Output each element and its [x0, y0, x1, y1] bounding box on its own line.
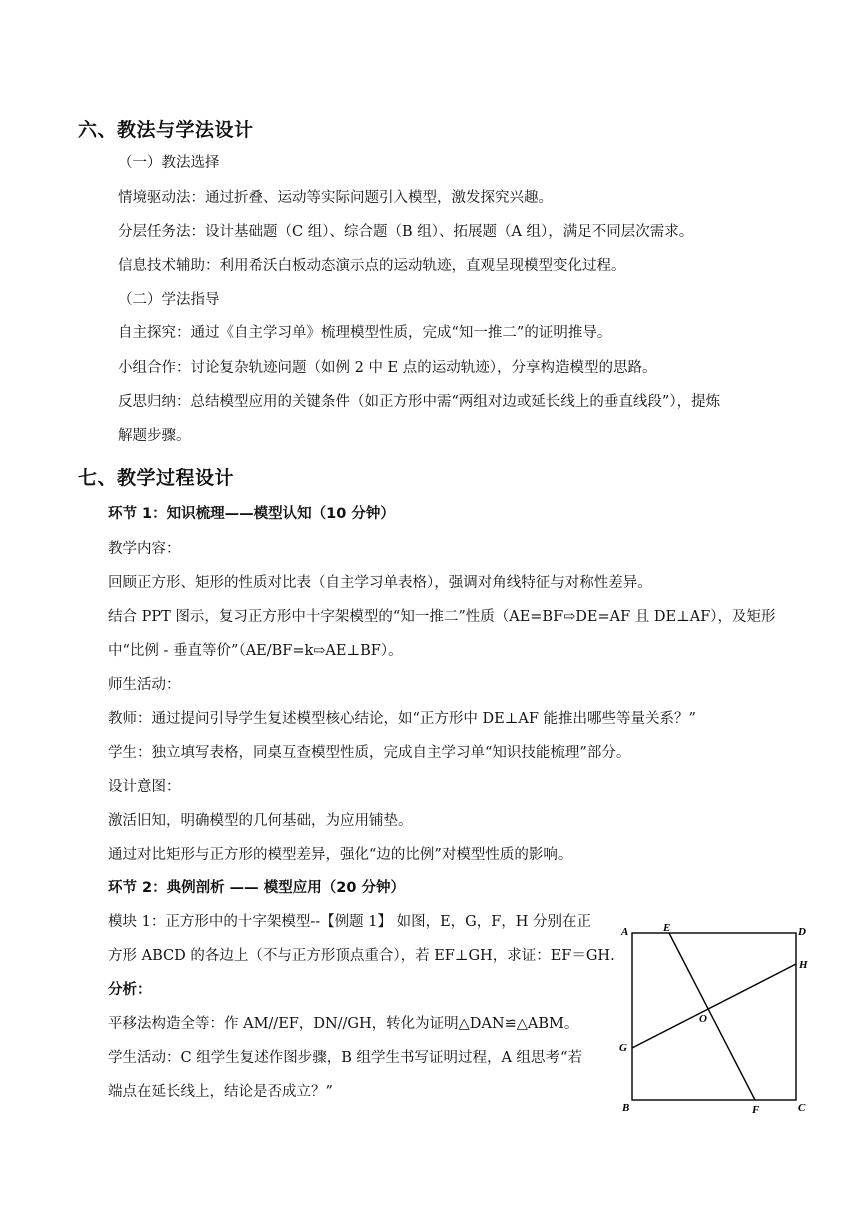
- paragraph: 中“比例 - 垂直等价”（AE/BF=k⇨AE⊥BF）。: [108, 643, 403, 659]
- stage-2-title: 环节 2：典例剖析 —— 模型应用（20 分钟）: [108, 880, 405, 896]
- section-6-heading: 六、教法与学法设计: [78, 119, 254, 141]
- paragraph: 学生活动：C 组学生复述作图步骤，B 组学生书写证明过程，A 组思考“若: [108, 1050, 582, 1066]
- label-c: C: [798, 1102, 806, 1114]
- paragraph: 结合 PPT 图示，复习正方形中十字架模型的“知一推二”性质（AE=BF⇨DE=AF 且 DE⊥AF），及矩形: [108, 609, 776, 625]
- paragraph: 情境驱动法：通过折叠、运动等实际问题引入模型，激发探究兴趣。: [118, 190, 553, 206]
- label-b: B: [622, 1102, 630, 1114]
- label-f: F: [752, 1104, 760, 1116]
- paragraph: 反思归纳：总结模型应用的关键条件（如正方形中需“两组对边或延长线上的垂直线段”），提炼: [118, 394, 721, 410]
- paragraph: 回顾正方形、矩形的性质对比表（自主学习单表格），强调对角线特征与对称性差异。: [108, 575, 652, 591]
- paragraph: 激活旧知，明确模型的几何基础，为应用铺垫。: [108, 813, 413, 829]
- stage-1-title: 环节 1：知识梳理——模型认知（10 分钟）: [108, 506, 395, 522]
- paragraph: 信息技术辅助：利用希沃白板动态演示点的运动轨迹，直观呈现模型变化过程。: [118, 258, 626, 274]
- subheading-teaching-methods: （一）教法选择: [118, 155, 220, 171]
- label-o: O: [699, 1013, 707, 1025]
- subheading-learning-methods: （二）学法指导: [118, 292, 220, 308]
- paragraph: 端点在延长线上，结论是否成立？”: [108, 1084, 333, 1100]
- paragraph: 解题步骤。: [118, 428, 191, 444]
- label-e: E: [663, 922, 671, 934]
- paragraph: 自主探究：通过《自主学习单》梳理模型性质，完成“知一推二”的证明推导。: [118, 325, 612, 341]
- square-cross-figure: [612, 918, 822, 1118]
- paragraph: 方形 ABCD 的各边上（不与正方形顶点重合），若 EF⊥GH，求证：EF＝GH.: [108, 948, 615, 964]
- label-h: H: [799, 959, 808, 971]
- paragraph: 学生：独立填写表格，同桌互查模型性质，完成自主学习单“知识技能梳理”部分。: [108, 745, 631, 761]
- paragraph: 通过对比矩形与正方形的模型差异，强化“边的比例”对模型性质的影响。: [108, 847, 573, 863]
- analysis-label: 分析：: [108, 982, 152, 998]
- paragraph: 教师：通过提问引导学生复述模型核心结论，如“正方形中 DE⊥AF 能推出哪些等量关系？”: [108, 711, 696, 727]
- section-7-heading: 七、教学过程设计: [78, 467, 235, 489]
- label-a: A: [621, 926, 629, 938]
- segment-ef: [669, 933, 755, 1100]
- paragraph: 模块 1：正方形中的十字架模型--【例题 1】 如图，E，G，F，H 分别在正: [108, 914, 592, 930]
- paragraph: 师生活动：: [108, 677, 181, 693]
- label-d: D: [798, 926, 806, 938]
- segment-gh: [632, 964, 796, 1048]
- paragraph: 教学内容：: [108, 541, 181, 557]
- paragraph: 平移法构造全等：作 AM//EF，DN//GH，转化为证明△DAN≌△ABM。: [108, 1016, 579, 1032]
- square-abcd: [632, 933, 796, 1100]
- paragraph: 分层任务法：设计基础题（C 组）、综合题（B 组）、拓展题（A 组），满足不同层次需求。: [118, 224, 694, 240]
- label-g: G: [619, 1042, 627, 1054]
- paragraph: 设计意图：: [108, 779, 181, 795]
- paragraph: 小组合作：讨论复杂轨迹问题（如例 2 中 E 点的运动轨迹），分享构造模型的思路。: [118, 360, 657, 376]
